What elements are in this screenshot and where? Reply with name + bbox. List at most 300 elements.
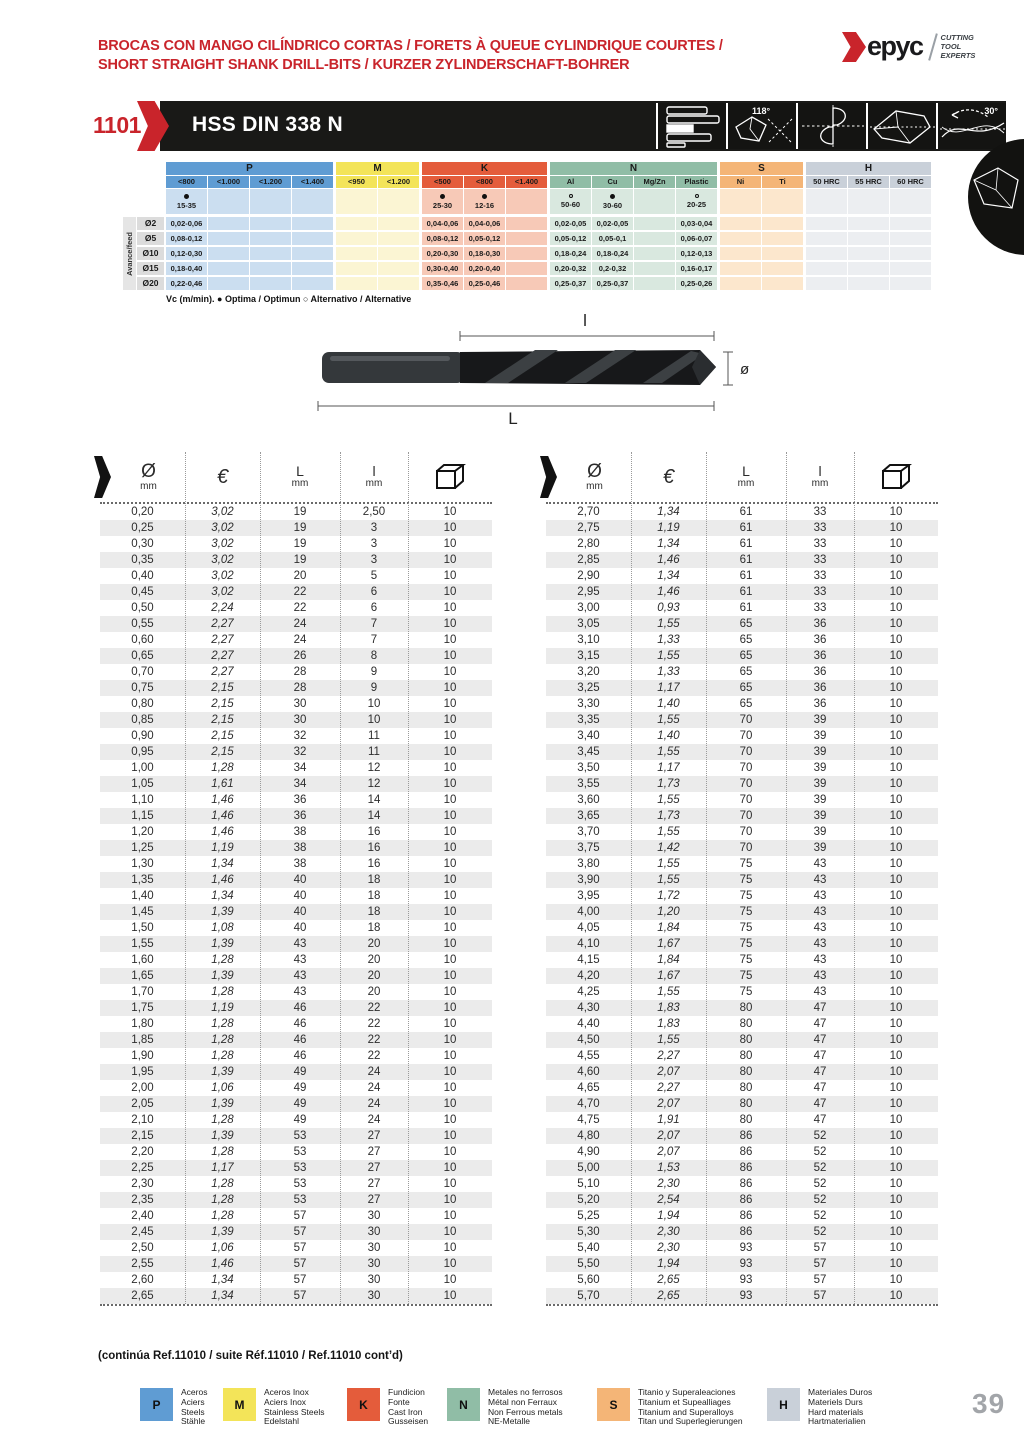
flute-length-cell: 43 <box>813 954 827 966</box>
price-table-row <box>100 600 492 616</box>
ct-subcolumn-header: 55 HRC <box>848 176 889 188</box>
total-length-cell: 24 <box>293 618 307 630</box>
flute-length-cell: 57 <box>813 1242 827 1254</box>
price-table-row <box>100 1144 492 1160</box>
pack-qty-cell: 10 <box>443 1274 457 1286</box>
pack-qty-cell: 10 <box>889 1210 903 1222</box>
pack-qty-cell: 10 <box>443 618 457 630</box>
diameter-row-label: Ø5 <box>137 232 164 245</box>
price-cell: 1,84 <box>657 922 680 934</box>
legend-swatch-K: K <box>347 1388 380 1421</box>
total-length-cell: 46 <box>293 1018 307 1030</box>
ct-value-cell: 0,20-0,40 <box>464 262 505 275</box>
price-table-row <box>100 840 492 856</box>
pack-qty-cell: 10 <box>889 1274 903 1286</box>
ct-vc-cell <box>378 189 419 214</box>
ct-value-cell <box>208 232 249 245</box>
pack-qty-cell: 10 <box>443 554 457 566</box>
total-length-cell: 38 <box>293 826 307 838</box>
price-table-row <box>546 648 938 664</box>
total-length-cell: 93 <box>739 1258 753 1270</box>
brand-name: epyc <box>867 31 923 61</box>
flute-length-cell: 52 <box>813 1210 827 1222</box>
pack-qty-cell: 10 <box>443 650 457 662</box>
cross-section-icon <box>796 103 866 149</box>
total-length-cell: 70 <box>739 810 753 822</box>
price-cell: 1,28 <box>211 1018 234 1030</box>
pack-qty-cell: 10 <box>889 778 903 790</box>
price-table-row <box>546 1272 938 1288</box>
drill-size-range-icon <box>656 103 726 149</box>
ct-value-cell: 0,20-0,30 <box>422 247 463 260</box>
pack-qty-cell: 10 <box>443 874 457 886</box>
flute-length-cell: 33 <box>813 538 827 550</box>
ct-value-cell: 0,03-0,04 <box>676 217 717 230</box>
flute-length-cell: 33 <box>813 570 827 582</box>
total-length-cell: 40 <box>293 906 307 918</box>
flute-length-cell: 47 <box>813 1050 827 1062</box>
continuation-note: (continúa Ref.11010 / suite Réf.11010 / Ref.11010 cont’d) <box>98 1350 403 1362</box>
price-table-row <box>546 1144 938 1160</box>
flute-length-cell: 47 <box>813 1082 827 1094</box>
diameter-cell: 3,90 <box>577 874 600 886</box>
diameter-cell: 2,20 <box>131 1146 154 1158</box>
ct-value-cell: 0,12-0,30 <box>166 247 207 260</box>
pack-qty-cell: 10 <box>889 1066 903 1078</box>
pack-qty-cell: 10 <box>889 522 903 534</box>
total-length-cell: 75 <box>739 890 753 902</box>
total-length-cell: 28 <box>293 682 307 694</box>
total-length-cell: 70 <box>739 794 753 806</box>
pack-qty-cell: 10 <box>889 554 903 566</box>
brand-arrow-icon <box>842 32 866 62</box>
price-cell: 2,27 <box>211 650 234 662</box>
pack-qty-cell: 10 <box>443 810 457 822</box>
pack-qty-cell: 10 <box>443 570 457 582</box>
price-cell: 1,55 <box>657 874 680 886</box>
total-length-cell: 49 <box>293 1082 307 1094</box>
ct-value-cell <box>762 247 803 260</box>
total-length-cell: 30 <box>293 698 307 710</box>
pack-qty-cell: 10 <box>443 714 457 726</box>
price-table-row <box>100 792 492 808</box>
price-rows-left <box>100 504 492 1304</box>
pack-qty-icon <box>408 452 492 502</box>
flute-length-cell: 18 <box>367 890 381 902</box>
pack-qty-cell: 10 <box>443 954 457 966</box>
pack-qty-cell: 10 <box>443 1082 457 1094</box>
diameter-cell: 2,85 <box>577 554 600 566</box>
ct-value-cell <box>806 247 847 260</box>
price-cell: 3,02 <box>211 570 234 582</box>
total-length-cell: 19 <box>293 554 307 566</box>
pack-qty-cell: 10 <box>889 682 903 694</box>
flute-length-cell: 8 <box>370 650 378 662</box>
price-table-row <box>100 1080 492 1096</box>
flute-length-cell: 39 <box>813 826 827 838</box>
price-cell: 1,55 <box>657 858 680 870</box>
total-length-cell: 61 <box>739 602 753 614</box>
price-table-row <box>546 1240 938 1256</box>
page-title <box>98 37 723 75</box>
pack-qty-cell: 10 <box>889 1162 903 1174</box>
ct-vc-cell <box>762 189 803 214</box>
price-cell: 1,34 <box>211 1274 234 1286</box>
price-table-row <box>546 696 938 712</box>
ct-data-row <box>123 217 933 230</box>
total-length-cell: 38 <box>293 858 307 870</box>
ct-vc-cell <box>292 189 333 214</box>
price-table-right <box>546 452 938 1304</box>
pack-qty-cell: 10 <box>889 1018 903 1030</box>
ct-subcolumn-header: <1.000 <box>208 176 249 188</box>
material-group-header-S: S <box>720 162 803 175</box>
flute-length-cell: 39 <box>813 746 827 758</box>
diameter-cell: 4,70 <box>577 1098 600 1110</box>
flute-length-cell: 39 <box>813 842 827 854</box>
price-table-row <box>546 1064 938 1080</box>
flute-length-cell: 20 <box>367 938 381 950</box>
diameter-cell: 1,70 <box>131 986 154 998</box>
diameter-cell: 5,20 <box>577 1194 600 1206</box>
drill-point-icon <box>866 103 936 149</box>
price-cell: 2,15 <box>211 730 234 742</box>
price-cell: 1,61 <box>211 778 234 790</box>
price-cell: 1,34 <box>211 858 234 870</box>
price-table-row <box>100 1112 492 1128</box>
price-table-row <box>100 504 492 520</box>
flute-length-cell: 39 <box>813 778 827 790</box>
pack-qty-cell: 10 <box>889 1098 903 1110</box>
price-table-row <box>546 632 938 648</box>
diameter-cell: 4,20 <box>577 970 600 982</box>
price-table-row <box>546 760 938 776</box>
price-table-row <box>546 1160 938 1176</box>
flute-length-cell: 24 <box>367 1098 381 1110</box>
pack-qty-cell: 10 <box>889 1082 903 1094</box>
flute-length-cell: 43 <box>813 938 827 950</box>
total-length-cell: 53 <box>293 1178 307 1190</box>
pack-qty-cell: 10 <box>889 1178 903 1190</box>
pack-qty-cell: 10 <box>443 1242 457 1254</box>
flute-length-cell: 39 <box>813 730 827 742</box>
diameter-cell: 1,85 <box>131 1034 154 1046</box>
price-cell: 1,28 <box>211 1210 234 1222</box>
price-cell: 1,28 <box>211 1146 234 1158</box>
price-table-row <box>546 1112 938 1128</box>
price-cell: 1,39 <box>211 1130 234 1142</box>
brand-logo <box>842 32 975 62</box>
price-cell: 2,54 <box>657 1194 680 1206</box>
pack-qty-cell: 10 <box>443 746 457 758</box>
legend-item-H <box>767 1388 872 1427</box>
price-table-row <box>100 1192 492 1208</box>
total-length-cell: 36 <box>293 794 307 806</box>
total-length-cell: 61 <box>739 506 753 518</box>
ct-value-cell: 0,02-0,05 <box>550 217 591 230</box>
ct-value-cell <box>506 247 547 260</box>
price-cell: 2,07 <box>657 1146 680 1158</box>
ct-rows <box>123 217 933 290</box>
price-cell: 1,33 <box>657 666 680 678</box>
price-table-row <box>100 664 492 680</box>
pack-qty-cell: 10 <box>889 874 903 886</box>
flute-length-cell: 36 <box>813 650 827 662</box>
ct-value-cell <box>336 262 377 275</box>
price-cell: 1,28 <box>211 1114 234 1126</box>
diameter-cell: 3,25 <box>577 682 600 694</box>
product-bar <box>160 101 1006 151</box>
pack-qty-cell: 10 <box>443 842 457 854</box>
ct-value-cell <box>292 277 333 290</box>
flute-length-cell: 10 <box>367 714 381 726</box>
pack-qty-cell: 10 <box>443 1194 457 1206</box>
pack-qty-cell: 10 <box>443 890 457 902</box>
price-cell: 2,65 <box>657 1290 680 1302</box>
diameter-cell: 2,80 <box>577 538 600 550</box>
tagline-line: TOOL <box>940 42 962 51</box>
flute-length-cell: 20 <box>367 954 381 966</box>
total-length-cell: 86 <box>739 1130 753 1142</box>
vc-footnote: Vc (m/min). ● Optima / Optimun ○ Alternativo / Alternative <box>166 294 412 304</box>
price-cell: 2,24 <box>211 602 234 614</box>
flute-length-cell: 11 <box>368 746 380 758</box>
drill-diagram <box>300 306 760 431</box>
optimal-marker-icon <box>482 194 487 199</box>
price-table-row <box>100 808 492 824</box>
point-angle-value: 118° <box>752 106 771 116</box>
legend-text-N: Metales no ferrosos Métal non Ferraux Non Ferrous metals NE-Metalle <box>488 1387 563 1427</box>
ct-value-cell <box>378 232 419 245</box>
price-table-row <box>100 728 492 744</box>
col-header-flute-length: l mm <box>811 463 829 489</box>
column-separator <box>408 452 409 1304</box>
legend-swatch-H: H <box>767 1388 800 1421</box>
price-table-row <box>100 856 492 872</box>
diameter-cell: 3,70 <box>577 826 600 838</box>
total-length-cell: 61 <box>739 538 753 550</box>
column-separator <box>340 452 341 1304</box>
price-table-row <box>100 680 492 696</box>
price-cell: 1,91 <box>657 1114 680 1126</box>
flute-length-cell: 20 <box>367 986 381 998</box>
material-group-header-H: H <box>806 162 931 175</box>
ct-value-cell <box>292 247 333 260</box>
ct-value-cell <box>336 247 377 260</box>
column-separator <box>631 452 632 1304</box>
diameter-cell: 3,00 <box>577 602 600 614</box>
diameter-cell: 3,10 <box>577 634 600 646</box>
pack-qty-cell: 10 <box>443 698 457 710</box>
price-table-row <box>100 1096 492 1112</box>
flute-length-cell: 36 <box>813 634 827 646</box>
total-length-cell: 53 <box>293 1130 307 1142</box>
price-table-row <box>100 1288 492 1304</box>
diameter-cell: 2,95 <box>577 586 600 598</box>
total-length-cell: 57 <box>293 1226 307 1238</box>
pack-qty-cell: 10 <box>889 890 903 902</box>
logo-divider <box>928 33 938 60</box>
price-cell: 2,27 <box>657 1082 680 1094</box>
price-cell: 1,73 <box>657 810 680 822</box>
ct-value-cell: 0,02-0,05 <box>592 217 633 230</box>
legend-text-P: Aceros Aciers Steels Stähle <box>181 1387 208 1427</box>
ct-value-cell <box>720 217 761 230</box>
price-table-row <box>100 1000 492 1016</box>
price-cell: 1,55 <box>657 650 680 662</box>
price-cell: 1,34 <box>211 1290 234 1302</box>
pack-qty-cell: 10 <box>889 1242 903 1254</box>
price-table-row <box>546 504 938 520</box>
price-cell: 0,93 <box>657 602 680 614</box>
pack-qty-cell: 10 <box>889 954 903 966</box>
price-table-row <box>546 1096 938 1112</box>
pack-qty-cell: 10 <box>443 538 457 550</box>
pack-qty-cell: 10 <box>443 1210 457 1222</box>
total-length-cell: 61 <box>739 554 753 566</box>
legend-item-K <box>347 1388 428 1427</box>
price-table-row <box>100 1176 492 1192</box>
logo-tagline <box>941 32 976 60</box>
ct-value-cell <box>378 262 419 275</box>
price-cell: 1,39 <box>211 906 234 918</box>
price-cell: 1,33 <box>657 634 680 646</box>
flute-length-cell: 39 <box>813 762 827 774</box>
price-table-row <box>100 1224 492 1240</box>
price-cell: 1,39 <box>211 938 234 950</box>
reference-number: 1101 <box>93 112 141 138</box>
ct-value-cell: 0,30-0,40 <box>422 262 463 275</box>
ct-sub-row <box>166 176 933 188</box>
diameter-cell: 1,25 <box>131 842 154 854</box>
pack-qty-cell: 10 <box>443 634 457 646</box>
diameter-cell: 4,60 <box>577 1066 600 1078</box>
flute-length-cell: 22 <box>367 1034 381 1046</box>
ct-subcolumn-header: 50 HRC <box>806 176 847 188</box>
flute-length-cell: 39 <box>813 810 827 822</box>
total-length-cell: 49 <box>293 1114 307 1126</box>
pack-qty-cell: 10 <box>889 1146 903 1158</box>
pack-qty-cell: 10 <box>889 1034 903 1046</box>
diameter-cell: 4,30 <box>577 1002 600 1014</box>
price-cell: 1,17 <box>657 682 680 694</box>
diameter-cell: 1,45 <box>131 906 154 918</box>
price-table-row <box>100 776 492 792</box>
total-length-cell: 43 <box>293 970 307 982</box>
legend-item-S <box>597 1388 743 1427</box>
total-length-cell: 80 <box>739 1002 753 1014</box>
ct-vc-cell: 50-60 <box>550 189 591 214</box>
pack-qty-cell: 10 <box>889 666 903 678</box>
ct-value-cell <box>890 277 931 290</box>
page-title-line2: SHORT STRAIGHT SHANK DRILL-BITS / KURZER ZYLINDERSCHAFT-BOHRER <box>98 57 630 73</box>
diameter-row-label: Ø15 <box>137 262 164 275</box>
ct-value-cell <box>848 247 889 260</box>
price-cell: 1,40 <box>657 698 680 710</box>
diameter-cell: 1,30 <box>131 858 154 870</box>
total-length-cell: 40 <box>293 890 307 902</box>
flute-length-cell: 9 <box>370 682 378 694</box>
pack-qty-cell: 10 <box>443 1114 457 1126</box>
pack-qty-cell: 10 <box>889 698 903 710</box>
flute-length-cell: 36 <box>813 682 827 694</box>
total-length-cell: 65 <box>739 618 753 630</box>
ct-subcolumn-header: <800 <box>166 176 207 188</box>
price-cell: 1,55 <box>657 746 680 758</box>
diameter-cell: 0,45 <box>131 586 154 598</box>
total-length-cell: 75 <box>739 906 753 918</box>
ct-vc-cell <box>506 189 547 214</box>
ct-subcolumn-header: Al <box>550 176 591 188</box>
ct-value-cell: 0,04-0,06 <box>422 217 463 230</box>
ct-vc-cell <box>890 189 931 214</box>
ct-vc-cell <box>806 189 847 214</box>
price-cell: 1,19 <box>657 522 680 534</box>
price-cell: 1,28 <box>211 986 234 998</box>
diameter-label: ø <box>740 361 750 378</box>
diameter-cell: 2,05 <box>131 1098 154 1110</box>
flute-length-cell: 57 <box>813 1290 827 1302</box>
total-length-cell: 61 <box>739 522 753 534</box>
pack-qty-cell: 10 <box>889 906 903 918</box>
price-table-row <box>100 1128 492 1144</box>
flute-length-cell: 47 <box>813 1034 827 1046</box>
flute-length-cell: 36 <box>813 666 827 678</box>
total-length-cell: 28 <box>293 666 307 678</box>
diameter-cell: 2,10 <box>131 1114 154 1126</box>
flute-length-cell: 7 <box>370 634 378 646</box>
total-length-cell: 70 <box>739 778 753 790</box>
price-table-row <box>546 520 938 536</box>
page-corner-tab <box>966 138 1024 256</box>
price-cell: 1,83 <box>657 1018 680 1030</box>
ct-value-cell <box>208 277 249 290</box>
ct-value-cell <box>250 262 291 275</box>
price-cell: 1,17 <box>657 762 680 774</box>
price-cell: 3,02 <box>211 522 234 534</box>
diameter-cell: 1,80 <box>131 1018 154 1030</box>
flute-length-cell: 47 <box>813 1066 827 1078</box>
ct-value-cell: 0,08-0,12 <box>166 232 207 245</box>
flute-length-cell: 3 <box>370 554 378 566</box>
ct-value-cell <box>336 277 377 290</box>
feed-axis-label: Avance/feed <box>123 217 136 290</box>
pack-qty-cell: 10 <box>889 586 903 598</box>
price-table-row <box>546 1032 938 1048</box>
price-cell: 1,40 <box>657 730 680 742</box>
price-table-row <box>546 1000 938 1016</box>
price-cell: 2,15 <box>211 746 234 758</box>
diameter-cell: 1,35 <box>131 874 154 886</box>
price-cell: 1,55 <box>657 618 680 630</box>
diameter-cell: 3,55 <box>577 778 600 790</box>
col-header-flute-length: l mm <box>365 463 383 489</box>
flute-length-cell: 30 <box>367 1226 381 1238</box>
ct-value-cell <box>336 232 377 245</box>
price-table-row <box>546 1192 938 1208</box>
ct-value-cell: 0,05-0,12 <box>550 232 591 245</box>
price-table-row <box>546 888 938 904</box>
ct-subcolumn-header: 60 HRC <box>890 176 931 188</box>
price-table-row <box>100 888 492 904</box>
flute-length-cell: 14 <box>367 810 381 822</box>
diameter-cell: 4,10 <box>577 938 600 950</box>
price-table-row <box>100 904 492 920</box>
price-table-row <box>546 1256 938 1272</box>
price-table-row <box>100 536 492 552</box>
flute-length-cell: 7 <box>370 618 378 630</box>
total-length-cell: 40 <box>293 874 307 886</box>
